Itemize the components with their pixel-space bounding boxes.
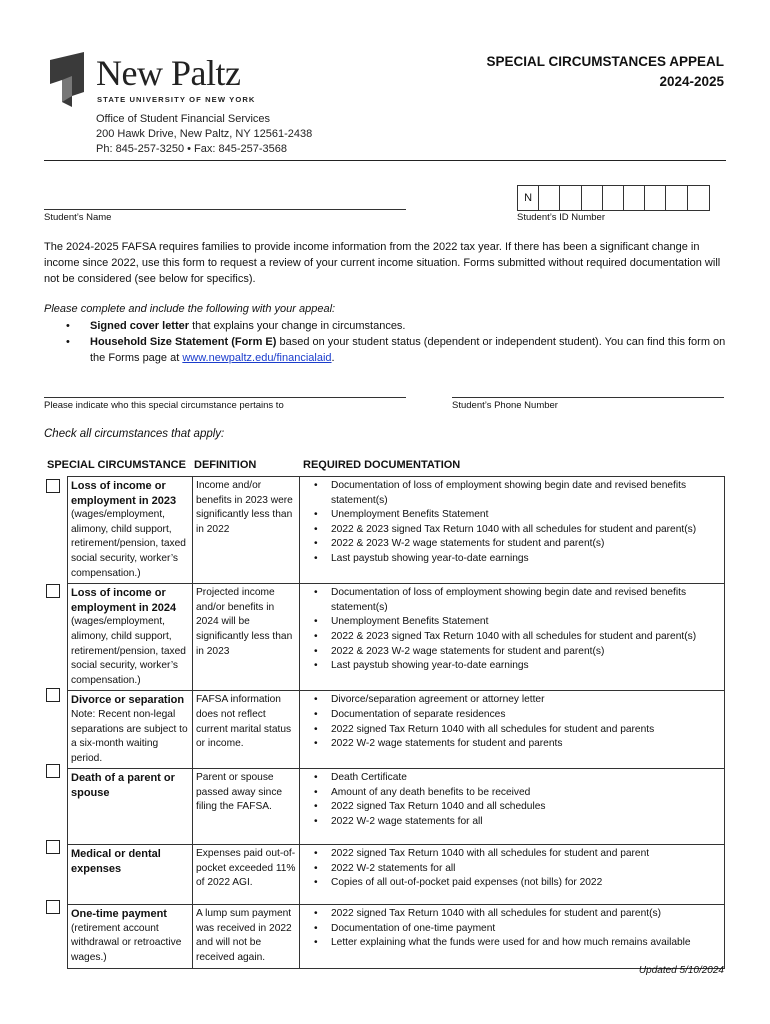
checkbox-one-time[interactable] xyxy=(46,900,60,914)
requirements-list xyxy=(66,318,736,366)
definition-cell: Parent or spouse passed away since filing the FAFSA. xyxy=(193,769,300,845)
phone-number-label: Student’s Phone Number xyxy=(452,400,558,411)
circumstance-title: Death of a parent or spouse xyxy=(71,772,175,799)
student-name-label: Student’s Name xyxy=(44,212,112,223)
definition-cell: A lump sum payment was received in 2022 and will not be received again. xyxy=(193,905,300,968)
list-item: • 2022 signed Tax Return 1040 with all schedules for student and parent xyxy=(314,848,650,860)
list-item: • Copies of all out-of-pocket paid expenses (not bills) for 2022 xyxy=(314,877,603,889)
table-row xyxy=(68,691,725,769)
list-item: • Amount of any death benefits to be received xyxy=(314,786,531,798)
table-row xyxy=(68,905,725,968)
new-paltz-logo-icon xyxy=(50,52,90,107)
phone-number-field[interactable] xyxy=(452,397,724,398)
circumstance-title: Loss of income or employment in 2024 xyxy=(71,587,177,614)
list-item: • Documentation of separate residences xyxy=(314,708,506,720)
logo-subtitle: STATE UNIVERSITY OF NEW YORK xyxy=(97,95,256,104)
list-item: • Household Size Statement (Form E) based on your student status (dependent or independent student). You can find this form on the Forms page at www.newpaltz.edu/financialaid. xyxy=(66,336,726,364)
pertains-to-label: Please indicate who this special circumstance pertains to xyxy=(44,400,284,411)
table-row xyxy=(68,584,725,691)
intro-paragraph: The 2024-2025 FAFSA requires families to provide income information from the 2022 tax year. If there has been a significant change in income since 2022, use this form to request a review of your current income situation. Forms submitted without required documentation will not be considered (see below for specifics). xyxy=(44,241,721,285)
definition-cell: Expenses paid out-of-pocket exceeded 11% of 2022 AGI. xyxy=(193,845,300,905)
list-item: • Letter explaining what the funds were used for and how much remains available xyxy=(314,937,691,949)
check-all-heading: Check all circumstances that apply: xyxy=(44,428,225,440)
list-item: • Documentation of one-time payment xyxy=(314,922,496,934)
financial-aid-link[interactable]: www.newpaltz.edu/financialaid xyxy=(182,352,332,364)
circumstance-title: One-time payment xyxy=(71,908,167,921)
list-item: • Unemployment Benefits Statement xyxy=(314,616,489,628)
header-divider xyxy=(44,160,726,161)
list-item: • 2022 & 2023 signed Tax Return 1040 with all schedules for student and parent(s) xyxy=(314,630,697,642)
id-prefix: N xyxy=(518,186,539,210)
student-name-field[interactable] xyxy=(44,209,406,210)
header-circumstance: SPECIAL CIRCUMSTANCE xyxy=(47,459,186,471)
checkbox-medical[interactable] xyxy=(46,840,60,854)
list-item: • 2022 signed Tax Return 1040 and all schedules xyxy=(314,801,546,813)
student-id-field[interactable] xyxy=(517,185,710,211)
header-definition: DEFINITION xyxy=(194,459,257,471)
logo-name: New Paltz xyxy=(96,53,241,93)
list-item: • Divorce/separation agreement or attorney letter xyxy=(314,694,545,706)
student-id-label: Student’s ID Number xyxy=(517,212,606,223)
list-item: • 2022 & 2023 W-2 wage statements for student and parent(s) xyxy=(314,645,605,657)
office-address: Office of Student Financial Services 200 Hawk Drive, New Paltz, NY 12561-2438 Ph: 845-257-3250 • Fax: 845-257-3568 xyxy=(96,113,313,155)
list-item: • Last paystub showing year-to-date earnings xyxy=(314,660,529,672)
updated-date: Updated 5/10/2024 xyxy=(638,965,724,976)
table-row xyxy=(68,477,725,584)
checkbox-loss-2023[interactable] xyxy=(46,479,60,493)
checkbox-loss-2024[interactable] xyxy=(46,584,60,598)
circumstance-title: Loss of income or employment in 2023 xyxy=(71,480,177,507)
definition-cell: FAFSA information does not reflect current marital status or income. xyxy=(193,691,300,769)
circumstance-note: (wages/employment, alimony, child support, retirement/pension, taxed social security, worker’s compensation.) xyxy=(71,509,186,579)
list-item: • Signed cover letter that explains your change in circumstances. xyxy=(66,320,406,332)
list-item: • Death Certificate xyxy=(314,772,407,784)
pertains-to-field[interactable] xyxy=(44,397,406,398)
list-item: • 2022 W-2 wage statements for all xyxy=(314,816,483,828)
table-row xyxy=(68,845,725,905)
list-item: • Unemployment Benefits Statement xyxy=(314,509,489,521)
list-item: • Documentation of loss of employment showing begin date and revised benefits statement(s) xyxy=(314,587,687,613)
list-item: • Documentation of loss of employment showing begin date and revised benefits statement(s) xyxy=(314,480,687,506)
circumstance-note: Note: Recent non-legal separations are subject to a six-month waiting period. xyxy=(71,708,188,764)
list-item: • Last paystub showing year-to-date earnings xyxy=(314,552,529,564)
circumstance-note: (wages/employment, alimony, child support, retirement/pension, taxed social security, worker’s compensation.) xyxy=(71,616,186,686)
checkbox-death[interactable] xyxy=(46,764,60,778)
list-item: • 2022 W-2 wage statements for student and parents xyxy=(314,738,563,750)
list-item: • 2022 signed Tax Return 1040 with all schedules for student and parents xyxy=(314,723,655,735)
definition-cell: Income and/or benefits in 2023 were significantly less than in 2022 xyxy=(193,477,300,584)
circumstance-note: (retirement account withdrawal or retroactive wages.) xyxy=(71,922,182,964)
header-documentation: REQUIRED DOCUMENTATION xyxy=(303,459,461,471)
table-row xyxy=(68,769,725,845)
form-title: SPECIAL CIRCUMSTANCES APPEAL 2024-2025 xyxy=(486,54,724,89)
definition-cell: Projected income and/or benefits in 2024 will be significantly less than in 2023 xyxy=(193,584,300,691)
list-item: • 2022 W-2 statements for all xyxy=(314,862,456,874)
circumstance-title: Medical or dental expenses xyxy=(71,848,161,875)
circumstance-title: Divorce or separation xyxy=(71,694,185,707)
checkbox-divorce[interactable] xyxy=(46,688,60,702)
circumstances-table xyxy=(67,476,725,969)
list-item: • 2022 signed Tax Return 1040 with all schedules for student and parent(s) xyxy=(314,908,661,920)
instructions-heading: Please complete and include the following with your appeal: xyxy=(44,303,336,315)
list-item: • 2022 & 2023 W-2 wage statements for student and parent(s) xyxy=(314,538,605,550)
list-item: • 2022 & 2023 signed Tax Return 1040 with all schedules for student and parent(s) xyxy=(314,523,697,535)
